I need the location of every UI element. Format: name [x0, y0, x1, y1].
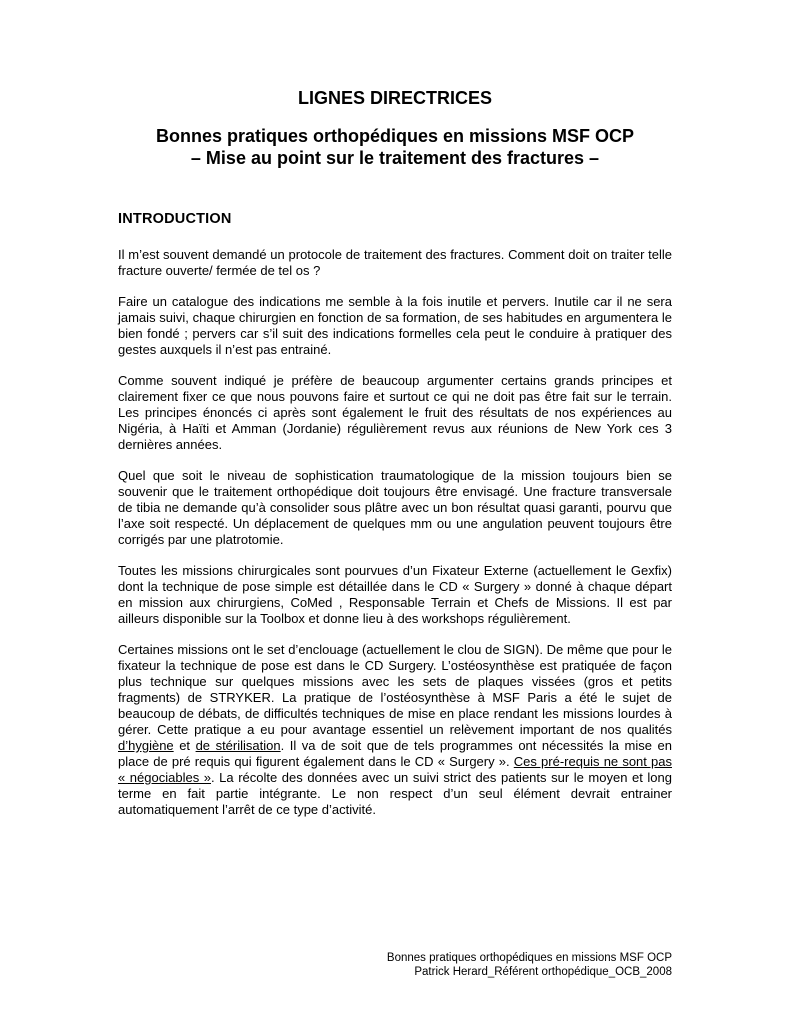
underlined-text-run: de stérilisation [195, 738, 281, 753]
text-run: Certaines missions ont le set d’enclouage (actuellement le clou de SIGN). De même que pour le fixateur la technique de pose est dans le CD Surgery. L’ostéosynthèse est pratiquée de façon plus technique sur quelques missions avec les sets de plaques vissées (gros et petits fragments) de STRYKER. La pratique de l’ostéosynthèse à MSF Paris a été le sujet de beaucoup de débats, de difficultés techniques de mise en place rendant les missions lourdes à gérer. Cette pratique a eu pour avantage essentiel un relèvement important de nos qualités [118, 642, 672, 737]
paragraph [118, 642, 672, 818]
paragraph [118, 247, 672, 279]
underlined-text-run: Ces pré-requis ne sont pas « négociables » [118, 754, 672, 785]
text-run: Comme souvent indiqué je préfère de beaucoup argumenter certains grands principes et clairement fixer ce que nous pouvons faire et surtout ce qui ne doit pas être fait sur le terrain. Les principes énoncés ci après sont également le fruit des résultats de nos expériences au Nigéria, à Haïti et Amman (Jordanie) régulièrement revus aux réunions de New York ces 3 dernières années. [118, 373, 672, 452]
section-heading-introduction: INTRODUCTION [118, 211, 232, 227]
page-footer [387, 951, 672, 979]
text-run: . Il va de soit que de tels programmes ont nécessités la mise en place de pré requis qui figurent également dans le CD « Surgery ». [118, 738, 672, 769]
document-title: LIGNES DIRECTRICES [297, 88, 493, 108]
paragraph [118, 294, 672, 358]
text-run: et [173, 738, 196, 753]
paragraph [118, 563, 672, 627]
text-run: Toutes les missions chirurgicales sont pourvues d’un Fixateur Externe (actuellement le Gexfix) dont la technique de pose simple est détaillée dans le CD « Surgery » donné à chaque départ en mission aux chirurgiens, CoMed , Responsable Terrain et Chefs de Missions. Il est par ailleurs disponible sur la Toolbox et donne lieu à des workshops régulièrement. [118, 563, 672, 626]
text-run: Faire un catalogue des indications me semble à la fois inutile et pervers. Inutile car il ne sera jamais suivi, chaque chirurgien en fonction de sa formation, de ses habitudes en argumentera le bien fondé ; pervers car s’il suit des indications formelles cela peut le conduire à pratiquer des gestes auxquels il n’est pas entrainé. [118, 294, 672, 357]
document-body [118, 247, 672, 818]
text-run: . La récolte des données avec un suivi strict des patients sur le moyen et long terme en fait partie intégrante. Le non respect d’un seul élément devrait entrainer automatiquement l’arrêt de ce type d’activité. [118, 770, 672, 817]
paragraph [118, 468, 672, 548]
document-subtitle-line-1: Bonnes pratiques orthopédiques en missions MSF OCP [155, 126, 635, 146]
text-run: Quel que soit le niveau de sophistication traumatologique de la mission toujours bien se souvenir que le traitement orthopédique doit toujours être envisagé. Une fracture transversale de tibia ne demande qu’à consolider sous plâtre avec un bon résultat quasi garanti, pourvu que l’axe soit respecté. Un déplacement de quelques mm ou une angulation peuvent toujours être corrigés par une platrotomie. [118, 468, 672, 547]
document-subtitle-line-2: – Mise au point sur le traitement des fractures – [190, 148, 600, 168]
footer-line-2: Patrick Herard_Référent orthopédique_OCB_2008 [414, 966, 672, 978]
document-subtitle [118, 125, 672, 169]
text-run: Il m’est souvent demandé un protocole de traitement des fractures. Comment doit on traiter telle fracture ouverte/ fermée de tel os ? [118, 247, 672, 278]
footer-line-1: Bonnes pratiques orthopédiques en missions MSF OCP [386, 952, 672, 964]
underlined-text-run: d’hygiène [118, 738, 174, 753]
paragraph [118, 373, 672, 453]
